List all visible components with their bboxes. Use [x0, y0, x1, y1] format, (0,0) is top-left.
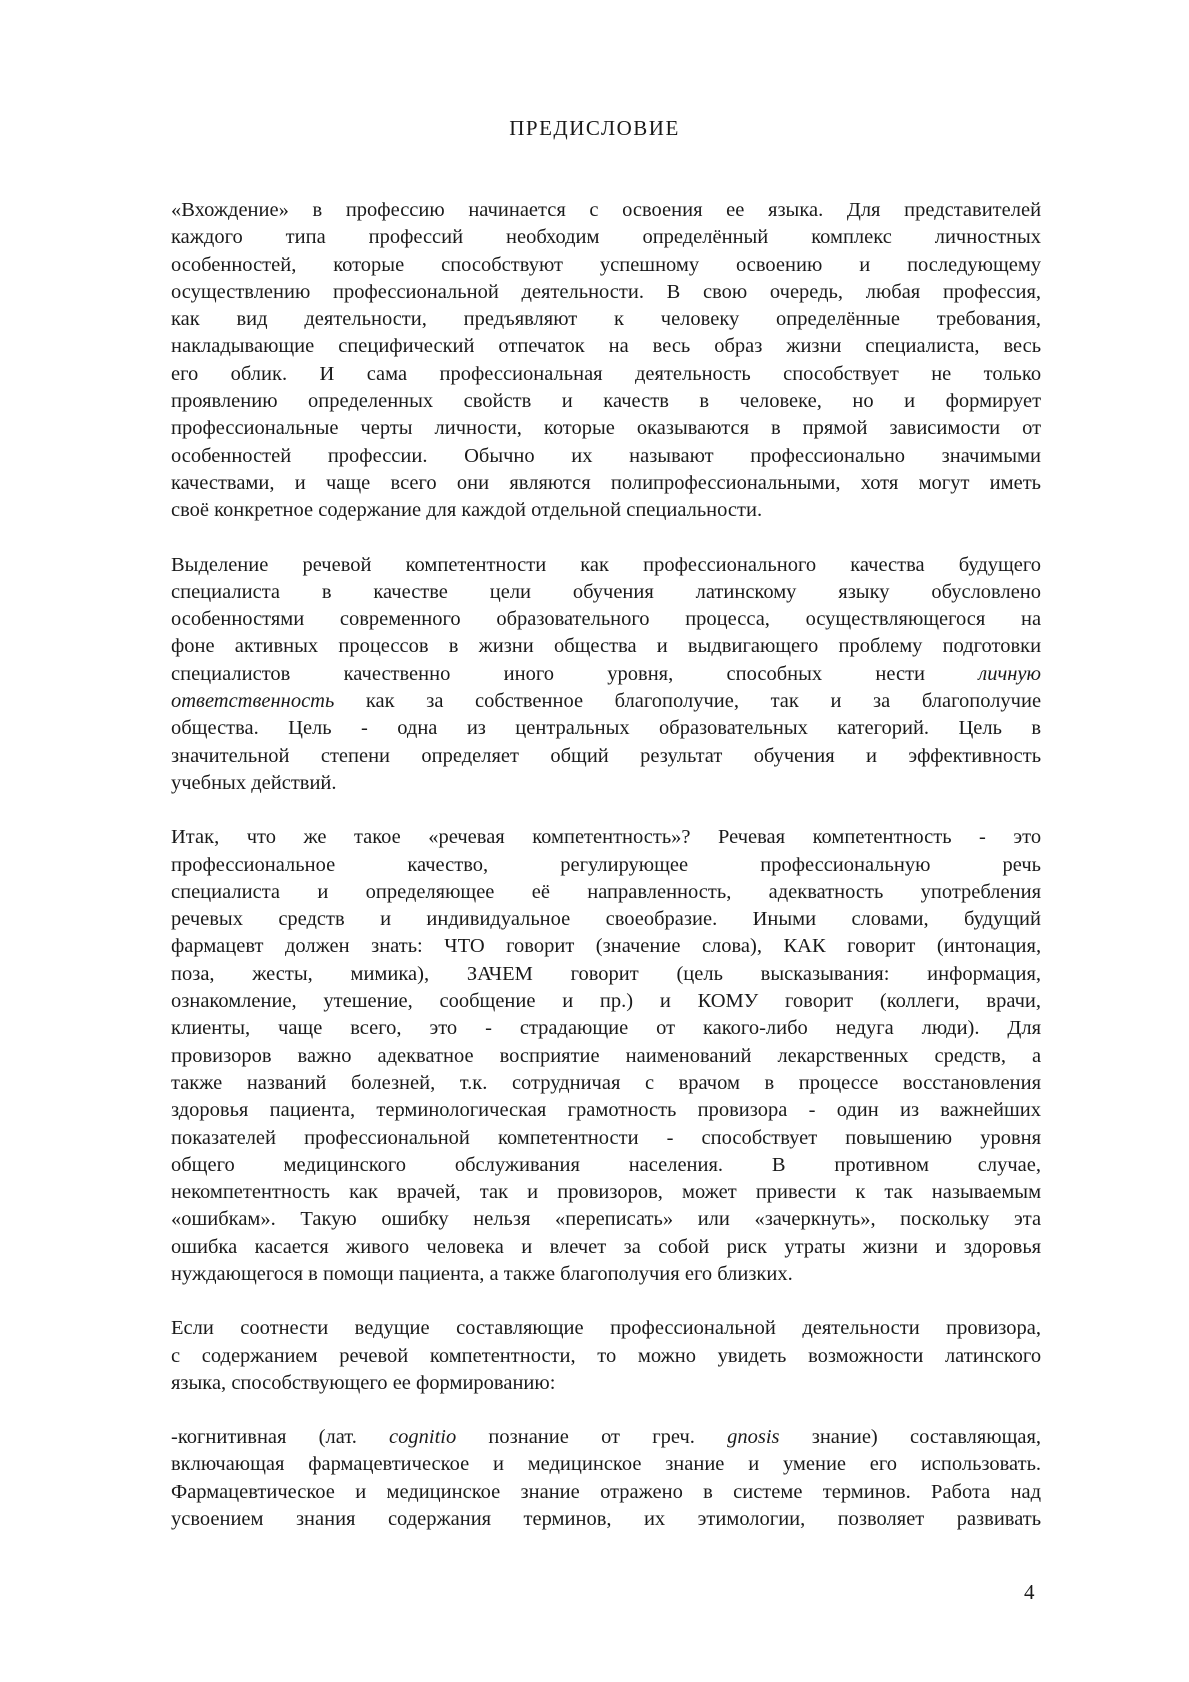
text-line: здоровья пациента, терминологическая грамотность провизора - один из важнейших: [171, 1099, 1042, 1122]
text-line: каждого типа профессий необходим определённый комплекс личностных: [171, 226, 1042, 249]
text-line: некомпетентность как врачей, так и провизоров, может привести к так называемым: [171, 1181, 1042, 1204]
text-line: специалиста и определяющее её направленность, адекватность употребления: [171, 880, 1042, 903]
text-line: -когнитивная (лат. cognitio познание от греч. gnosis знание) составляющая,: [171, 1426, 1042, 1449]
text-line: Фармацевтическое и медицинское знание отражено в системе терминов. Работа над: [171, 1480, 1042, 1503]
text-line: проявлению определенных свойств и качеств в человеке, но и формирует: [171, 390, 1042, 413]
text-line: также названий болезней, т.к. сотрудничая с врачом в процессе восстановления: [171, 1071, 1042, 1094]
text-line: с содержанием речевой компетентности, то можно увидеть возможности латинского: [171, 1344, 1042, 1367]
text-line: Если соотнести ведущие составляющие профессиональной деятельности провизора,: [171, 1317, 1041, 1340]
text-line: «ошибкам». Такую ошибку нельзя «переписать» или «зачеркнуть», поскольку эта: [171, 1208, 1042, 1231]
text-line: осуществлению профессиональной деятельности. В свою очередь, любая профессия,: [171, 280, 1042, 303]
text-line: специалистов качественно иного уровня, способных нести личную: [171, 662, 1041, 685]
text-line: клиенты, чаще всего, это - страдающие от какого-либо недуга люди). Для: [171, 1017, 1042, 1040]
text-line: усвоением знания содержания терминов, их этимологии, позволяет развивать: [171, 1508, 1042, 1531]
text-line: фоне активных процессов в жизни общества и выдвигающего проблему подготовки: [171, 635, 1042, 658]
page-title: ПРЕДИСЛОВИЕ: [509, 116, 680, 140]
text-line: ознакомление, утешение, сообщение и пр.) и КОМУ говорит (коллеги, врачи,: [171, 990, 1042, 1013]
text-line: своё конкретное содержание для каждой отдельной специальности.: [171, 499, 763, 522]
text-line: специалиста в качестве цели обучения латинскому языку обусловлено: [171, 580, 1042, 603]
text-line: языка, способствующего ее формированию:: [171, 1371, 556, 1394]
text-line: как вид деятельности, предъявляют к человеку определённые требования,: [171, 308, 1042, 331]
text-line: Итак, что же такое «речевая компетентность»? Речевая компетентность - это: [171, 826, 1042, 849]
text-line: речевых средств и индивидуальное своеобразие. Иными словами, будущий: [171, 908, 1041, 931]
text-line: поза, жесты, мимика), ЗАЧЕМ говорит (цель высказывания: информация,: [171, 962, 1041, 985]
text-line: ошибка касается живого человека и влечет за собой риск утраты жизни и здоровья: [171, 1235, 1042, 1258]
paragraph: [171, 1315, 1041, 1397]
text-line: учебных действий.: [171, 771, 337, 794]
paragraph: [171, 552, 1041, 798]
text-line: ответственность как за собственное благополучие, так и за благополучие: [171, 690, 1042, 713]
text-line: включающая фармацевтическое и медицинское знание и умение его использовать.: [171, 1453, 1042, 1476]
text-line: особенностями современного образовательного процесса, осуществляющегося на: [171, 608, 1042, 631]
paragraph: [171, 197, 1041, 525]
paragraph: [171, 824, 1041, 1288]
text-line: особенностей профессии. Обычно их называют профессионально значимыми: [171, 444, 1041, 467]
text-line: качествами, и чаще всего они являются полипрофессиональными, хотя могут иметь: [171, 471, 1042, 494]
text-line: общества. Цель - одна из центральных образовательных категорий. Цель в: [171, 717, 1041, 740]
page-number: 4: [1024, 1580, 1035, 1604]
text-line: особенностей, которые способствуют успешному освоению и последующему: [171, 253, 1042, 276]
text-line: показателей профессиональной компетентности - способствует повышению уровня: [171, 1126, 1042, 1149]
text-line: нуждающегося в помощи пациента, а также благополучия его близких.: [171, 1262, 793, 1285]
text-line: накладывающие специфический отпечаток на весь образ жизни специалиста, весь: [171, 335, 1042, 358]
text-line: фармацевт должен знать: ЧТО говорит (значение слова), КАК говорит (интонация,: [171, 935, 1042, 958]
text-line: общего медицинского обслуживания населения. В противном случае,: [171, 1153, 1042, 1176]
text-line: провизоров важно адекватное восприятие наименований лекарственных средств, а: [171, 1044, 1042, 1067]
paragraph: [171, 1424, 1041, 1533]
text-line: Выделение речевой компетентности как профессионального качества будущего: [171, 553, 1042, 576]
text-line: значительной степени определяет общий результат обучения и эффективность: [171, 744, 1042, 767]
document-body: [171, 197, 1041, 1560]
text-line: профессиональное качество, регулирующее профессиональную речь: [171, 853, 1042, 876]
text-line: «Вхождение» в профессию начинается с освоения ее языка. Для представителей: [171, 199, 1042, 221]
text-line: его облик. И сама профессиональная деятельность способствует не только: [171, 362, 1042, 385]
text-line: профессиональные черты личности, которые оказываются в прямой зависимости от: [171, 417, 1042, 440]
